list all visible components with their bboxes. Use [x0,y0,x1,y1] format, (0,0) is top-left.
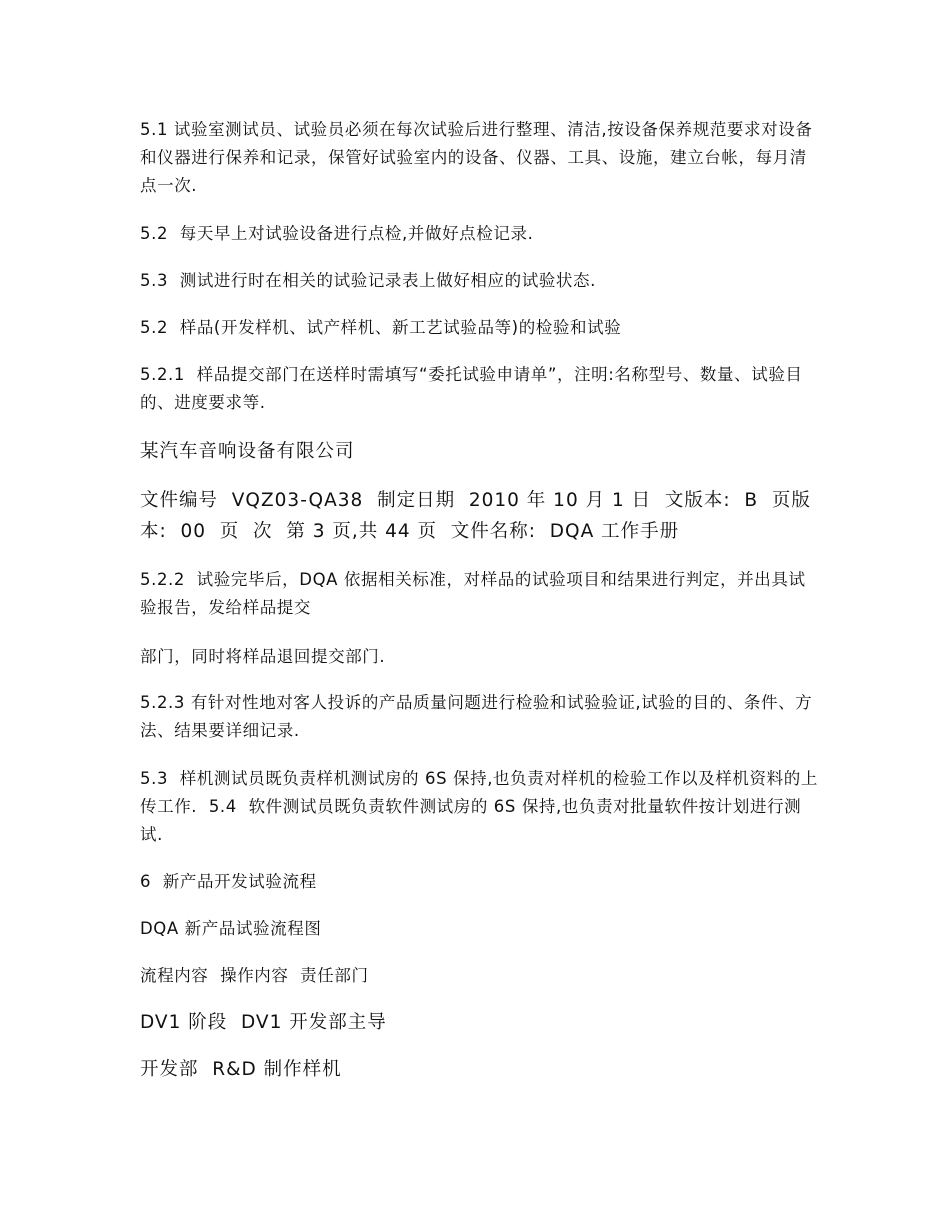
paragraph-5-2-samples: 5.2 样品(开发样机、试产样机、新工艺试验品等)的检验和试验 [140,318,622,337]
document-header-info: 文件编号 VQZ03-QA38 制定日期 2010 年 10 月 1 日 文版本: B 页版本: 00 页 次 第 3 页,共 44 页 文件名称: DQA 工作手册 [140,490,811,542]
paragraph-5-3-5-4: 5.3 样机测试员既负责样机测试房的 6S 保持,也负责对样机的检验工作以及样机资料的上传工作. 5.4 软件测试员既负责软件测试房的 6S 保持,也负责对批量软件按计划进行测试. [140,769,818,844]
rnd-sample-line: 开发部 R&D 制作样机 [140,1059,342,1080]
paragraph-5-3-test-status: 5.3 测试进行时在相关的试验记录表上做好相应的试验状态. [140,271,596,290]
flowchart-title: DQA 新产品试验流程图 [140,919,322,938]
paragraph-5-2-2: 5.2.2 试验完毕后，DQA 依据相关标准，对样品的试验项目和结果进行判定，并出具试验报告，发给样品提交 [140,570,806,617]
paragraph-5-2-daily-check: 5.2 每天早上对试验设备进行点检,并做好点检记录. [140,224,534,243]
flow-table-header: 流程内容 操作内容 责任部门 [140,966,369,985]
paragraph-5-2-2-continued: 部门，同时将样品退回提交部门. [140,647,386,666]
company-name: 某汽车音响设备有限公司 [140,441,355,462]
paragraph-5-2-1: 5.2.1 样品提交部门在送样时需填写“委托试验申请单”，注明:名称型号、数量、试验目的、进度要求等. [140,365,803,412]
section-6-heading: 6 新产品开发试验流程 [140,872,317,891]
paragraph-5-2-3: 5.2.3 有针对性地对客人投诉的产品质量问题进行检验和试验验证,试验的目的、条件、方法、结果要详细记录. [140,693,813,740]
dv1-stage-line: DV1 阶段 DV1 开发部主导 [140,1012,387,1033]
paragraph-5-1: 5.1 试验室测试员、试验员必须在每次试验后进行整理、清洁,按设备保养规范要求对设备和仪器进行保养和记录，保管好试验室内的设备、仪器、工具、设施，建立台帐，每月清点一次. [140,120,813,195]
